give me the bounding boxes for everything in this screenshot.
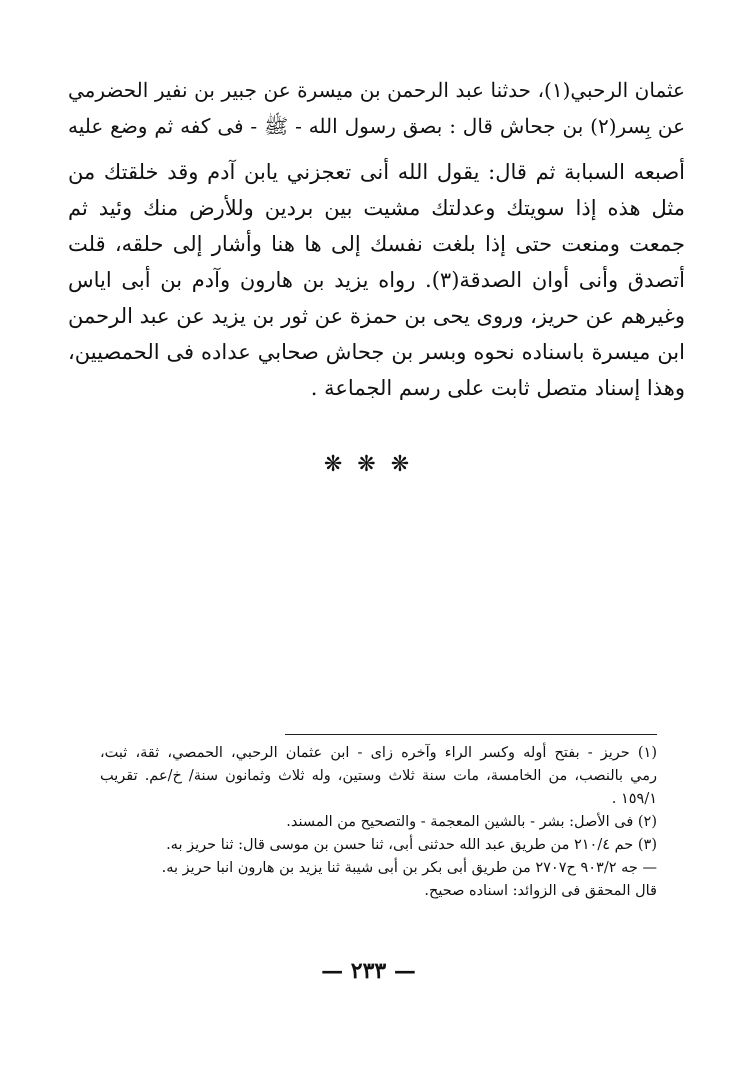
page-number: — ٢٣٣ — bbox=[321, 958, 416, 984]
main-text-line: أصبعه السبابة ثم قال: يقول الله أنى تعجزني يابن آدم وقد خلقتك من bbox=[68, 160, 685, 184]
main-text-line: أتصدق وأنى أوان الصدقة(٣). رواه يزيد بن هارون وآدم بن أبى اياس bbox=[68, 268, 685, 292]
footnote-line: — جه ٩٠٣/٢ ح٢٧٠٧ من طريق أبى بكر بن أبى شيبة ثنا يزيد بن هارون انبا حريز به. bbox=[161, 860, 657, 876]
footnote-line: رمي بالنصب، من الخامسة، مات سنة ثلاث وستين، وله ثلاث وثمانون سنة/ خ/عم. تقريب bbox=[100, 768, 657, 784]
main-text-line: ابن ميسرة باسناده نحوه وبسر بن جحاش صحابي عداده فى الحمصيين، bbox=[68, 340, 685, 364]
main-text-line: عثمان الرحبي(١)، حدثنا عبد الرحمن بن ميسرة عن جبير بن نفير الحضرمي bbox=[68, 78, 685, 102]
footnote-line: (٣) حم ٢١٠/٤ من طريق عبد الله حدثنى أبى، ثنا حسن بن موسى قال: ثنا حريز به. bbox=[166, 837, 657, 853]
footnotes bbox=[100, 742, 657, 903]
main-text-body bbox=[68, 72, 685, 406]
main-text-line: جمعت ومنعت حتى إذا بلغت نفسك إلى ها هنا وأشار إلى حلقه، قلت bbox=[68, 232, 685, 256]
main-text-line: مثل هذه إذا سويتك وعدلتك مشيت بين بردين وللأرض منك وئيد ثم bbox=[68, 196, 685, 220]
footnote-line: ١٥٩/١ . bbox=[611, 791, 657, 807]
paragraph-gap bbox=[68, 144, 685, 154]
main-text-line: وغيرهم عن حريز، وروى يحى بن حمزة عن ثور بن يزيد عن عبد الرحمن bbox=[68, 304, 685, 328]
section-separator: ❋ ❋ ❋ bbox=[323, 452, 414, 477]
main-text-line: عن بِسر(٢) بن جحاش قال : بصق رسول الله - ﷺ - فى كفه ثم وضع عليه bbox=[68, 114, 686, 138]
footnote-divider bbox=[285, 734, 657, 735]
footnote-line: (٢) فى الأصل: بشر - بالشين المعجمة - والتصحيح من المسند. bbox=[286, 814, 657, 830]
main-text-line: وهذا إسناد متصل ثابت على رسم الجماعة . bbox=[310, 376, 685, 400]
footnote-line: (١) حريز - بفتح أوله وكسر الراء وآخره زاى - ابن عثمان الرحبي، الحمصي، ثقة، ثبت، bbox=[100, 745, 657, 761]
footnote-line: قال المحقق فى الزوائد: اسناده صحيح. bbox=[424, 883, 657, 899]
